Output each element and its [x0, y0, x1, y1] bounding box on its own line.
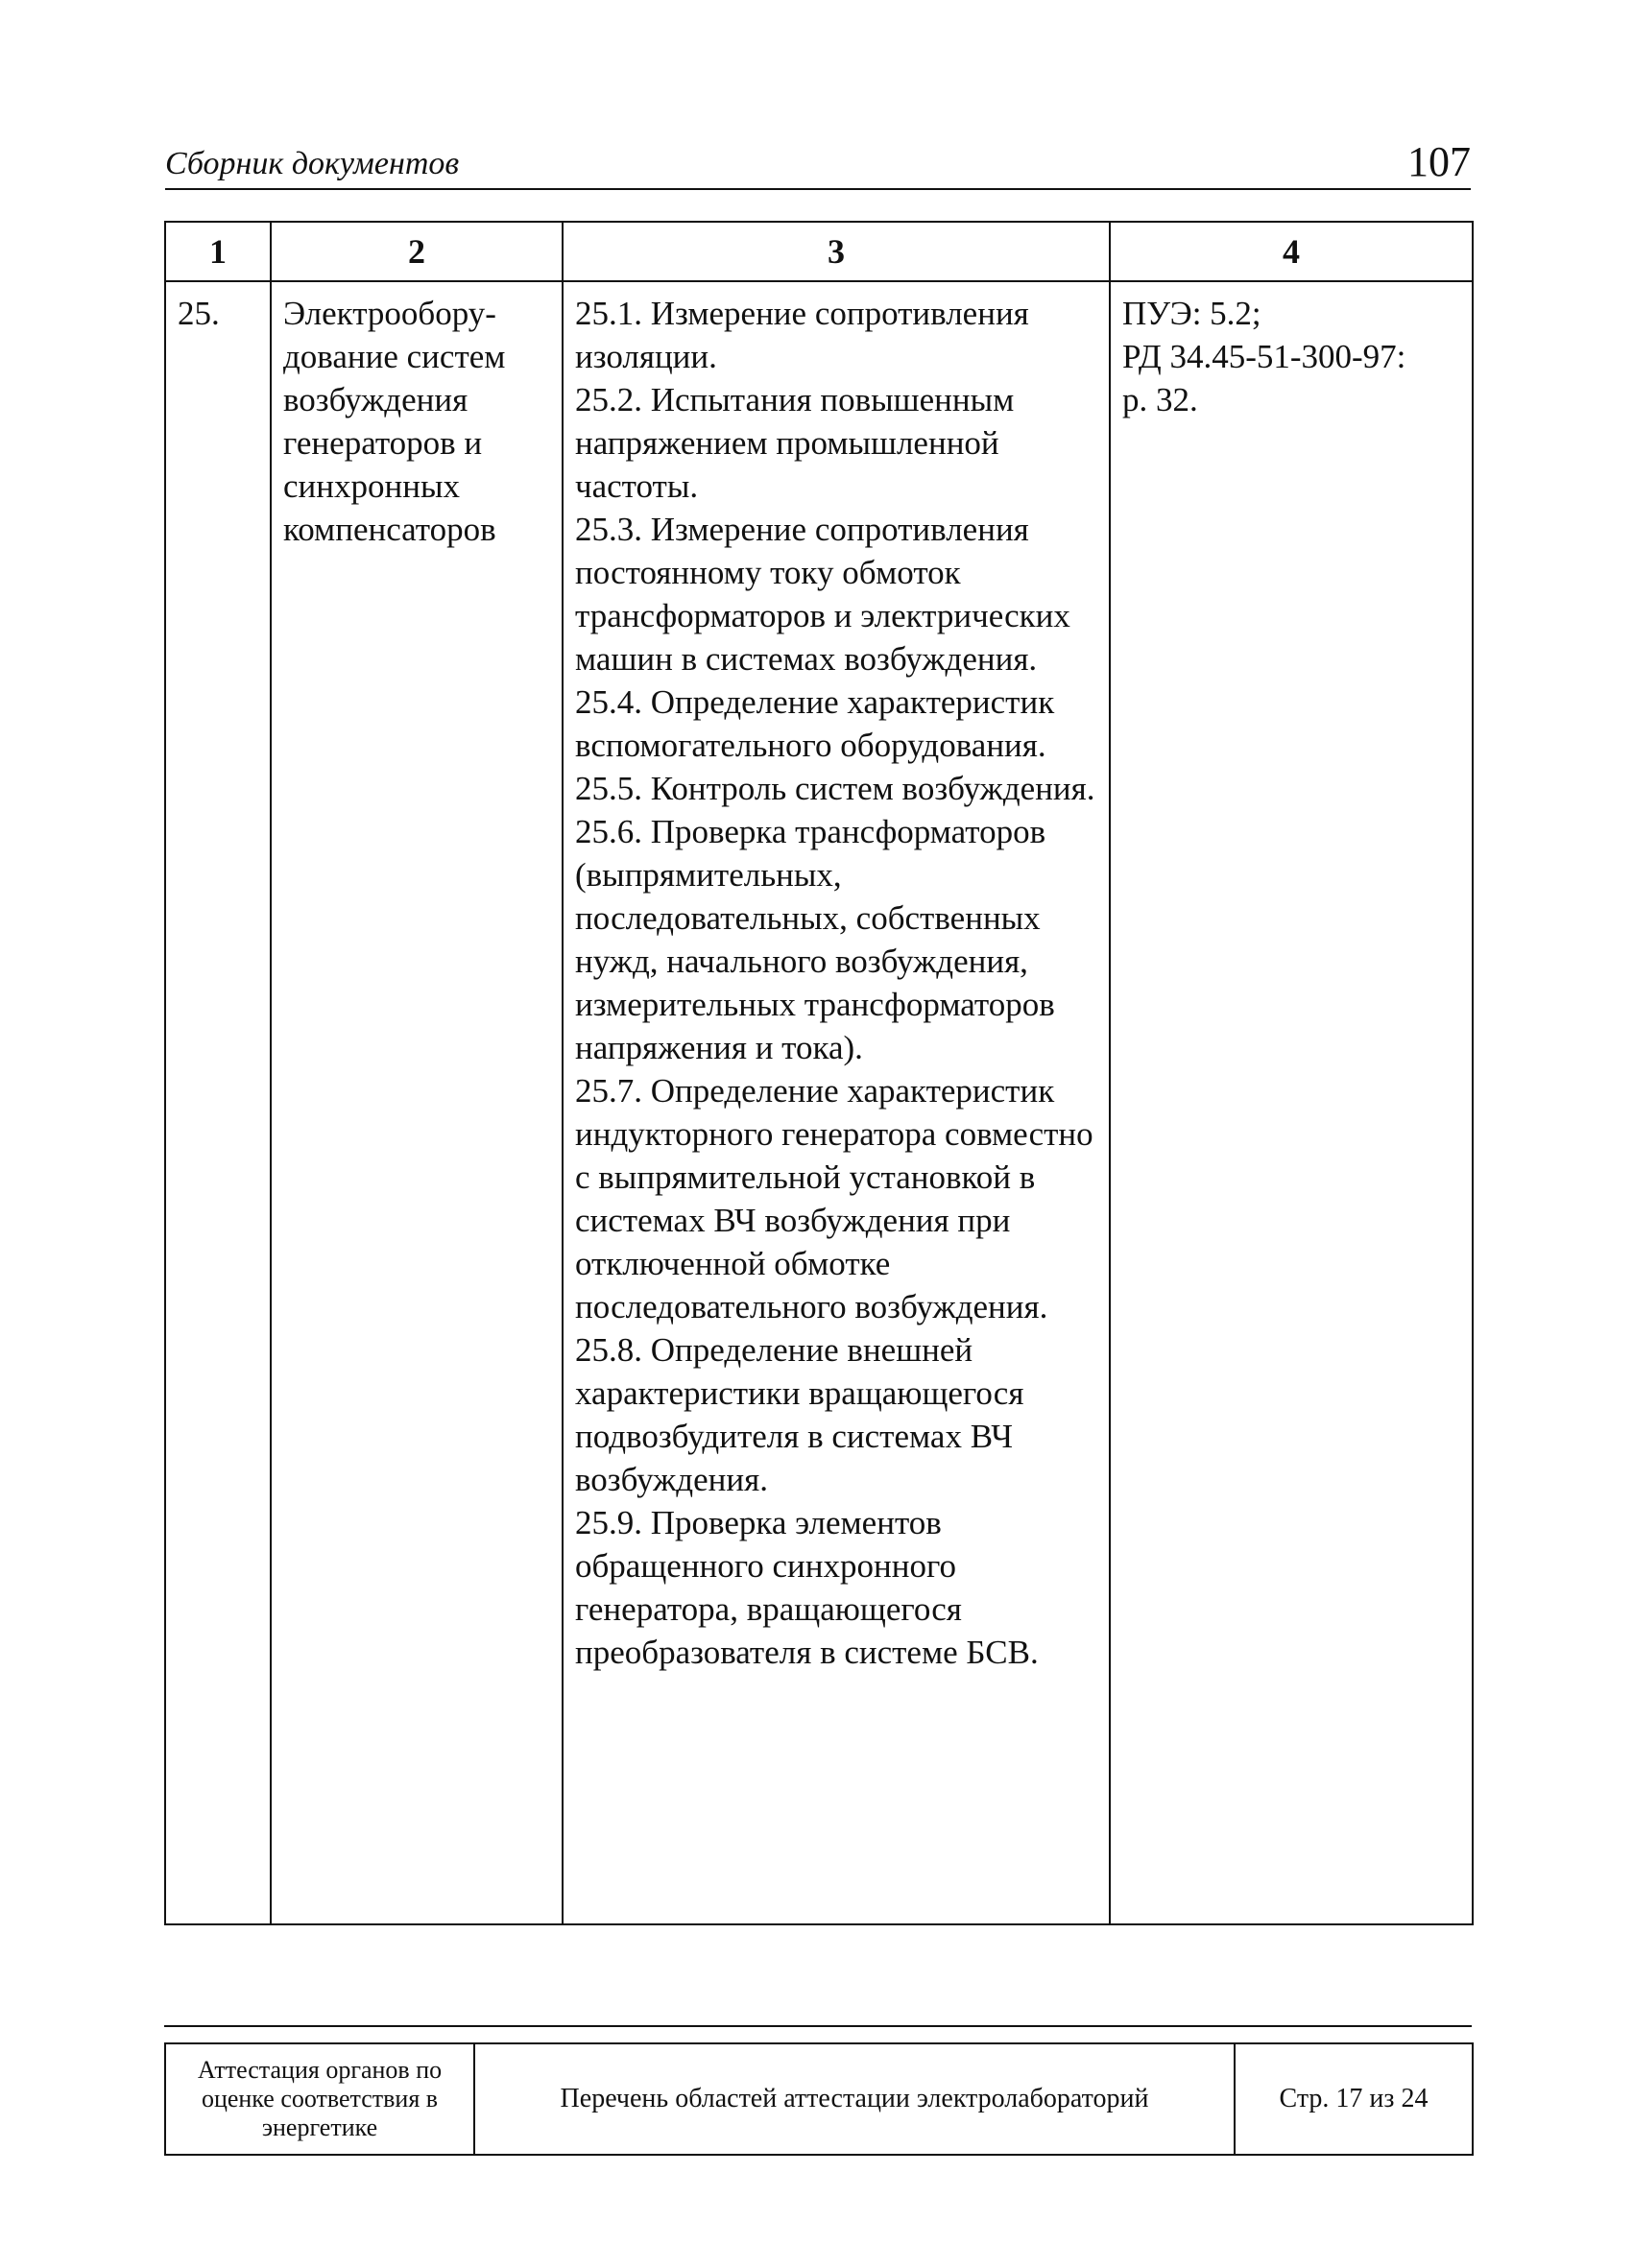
equipment-line: компенсаторов: [283, 511, 496, 548]
equipment-cell: [271, 281, 563, 1924]
equipment-line: синхронных: [283, 467, 460, 505]
tests-cell: [563, 281, 1110, 1924]
references-cell: [1110, 281, 1473, 1924]
row-number-cell: [165, 281, 271, 1924]
row-number: 25.: [178, 295, 220, 332]
col-header-4: 4: [1110, 222, 1473, 281]
col-header-1: 1: [165, 222, 271, 281]
reference-line: РД 34.45-51-300-97:: [1122, 338, 1406, 375]
test-item: 25.6. Проверка трансформаторов (выпрямительных, последовательных, собственных нужд, начального возбуждения, измерительных трансформаторов напряжения и тока).: [575, 813, 1055, 1066]
test-item: 25.8. Определение внешней характеристики вращающегося подвозбудителя в системах ВЧ возбуждения.: [575, 1331, 1024, 1498]
equipment-line: дование систем: [283, 338, 506, 375]
test-item: 25.2. Испытания повышенным напряжением промышленной частоты.: [575, 381, 1015, 505]
equipment-line: Электрообору-: [283, 295, 496, 332]
reference-line: ПУЭ: 5.2;: [1122, 295, 1261, 332]
running-header: [165, 132, 1471, 190]
footer-doc-title: Перечень областей аттестации электролабораторий: [474, 2043, 1235, 2155]
col-header-3: 3: [563, 222, 1110, 281]
attestation-table: [164, 221, 1474, 1925]
collection-title: Сборник документов: [165, 146, 460, 181]
table-header-row: [165, 222, 1473, 281]
test-item: 25.5. Контроль систем возбуждения.: [575, 770, 1095, 807]
footer-page-counter: Стр. 17 из 24: [1235, 2043, 1473, 2155]
equipment-line: возбуждения: [283, 381, 468, 418]
footer-org: Аттестация органов по оценке соответствия в энергетике: [165, 2043, 474, 2155]
test-item: 25.7. Определение характеристик индукторного генератора совместно с выпрямительной установкой в системах ВЧ возбуждения при отключенной обмотке последовательного возбуждения.: [575, 1072, 1093, 1325]
col-header-2: 2: [271, 222, 563, 281]
test-item: 25.1. Измерение сопротивления изоляции.: [575, 295, 1029, 375]
table-row: [165, 281, 1473, 1924]
test-item: 25.4. Определение характеристик вспомогательного оборудования.: [575, 683, 1055, 764]
reference-line: р. 32.: [1122, 381, 1198, 418]
page-number: 107: [1407, 138, 1471, 185]
test-item: 25.9. Проверка элементов обращенного синхронного генератора, вращающегося преобразователя в системе БСВ.: [575, 1504, 1039, 1671]
equipment-line: генераторов и: [283, 424, 483, 462]
test-item: 25.3. Измерение сопротивления постоянному току обмоток трансформаторов и электрических машин в системах возбуждения.: [575, 511, 1070, 678]
page-footer: [164, 2042, 1474, 2156]
footer-divider: [164, 2025, 1472, 2027]
